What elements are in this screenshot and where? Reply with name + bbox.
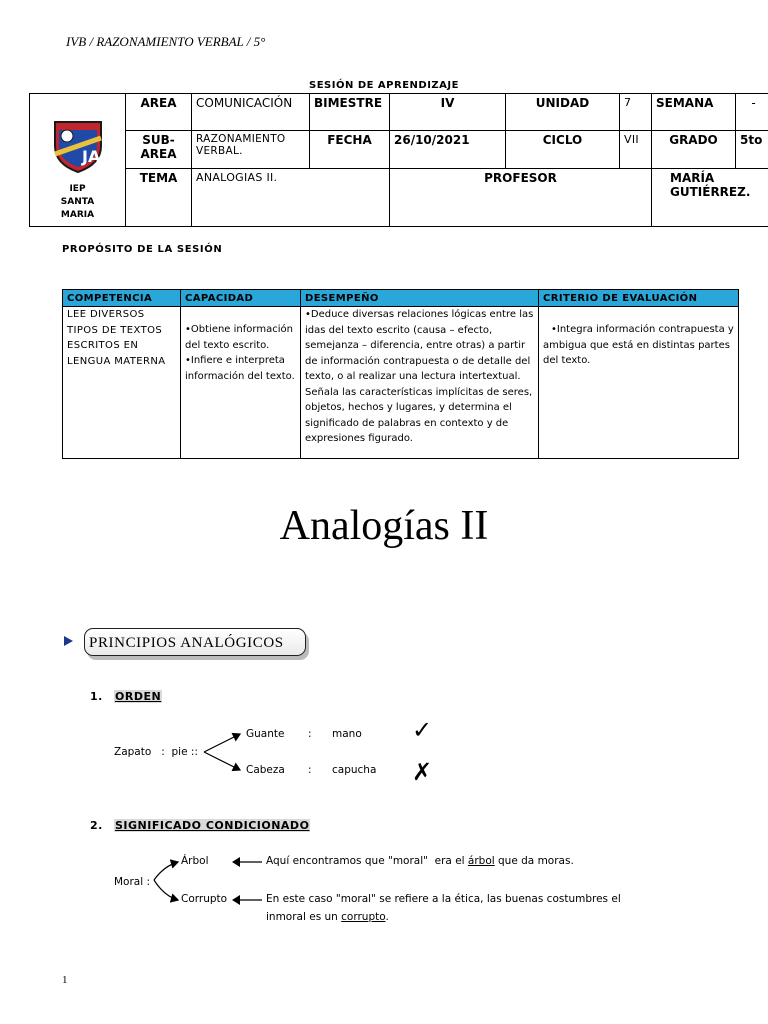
option-guante: Guante	[246, 728, 285, 740]
section-2-premise: Moral :	[114, 876, 151, 888]
ciclo-value: VII	[620, 131, 652, 169]
session-title: SESIÓN DE APRENDIZAJE	[309, 80, 459, 91]
explanation-arbol-pre: Aquí encontramos que "moral" era el	[266, 855, 468, 867]
capacidad-text: •Obtiene información del texto escrito. •Infiere e interpreta información del texto.	[185, 324, 295, 382]
cross-mark-icon: ✗	[412, 758, 433, 786]
profesor-value: MARÍA GUTIÉRREZ.	[652, 169, 768, 227]
grado-value: 5to	[736, 131, 768, 169]
tema-value: ANALOGIAS II.	[192, 169, 390, 227]
option-cabeza-sep: :	[308, 764, 312, 776]
area-value: COMUNICACIÓN	[192, 94, 310, 131]
option-capucha: capucha	[332, 764, 377, 776]
explanation-arbol-underlined: árbol	[467, 855, 495, 867]
semana-value: -	[736, 94, 768, 131]
main-title: Analogías II	[279, 503, 489, 549]
competencia-cell: LEE DIVERSOS TIPOS DE TEXTOS ESCRITOS EN LENGUA MATERNA	[63, 307, 181, 459]
page-number: 1	[62, 974, 68, 986]
option-arbol: Árbol	[181, 855, 209, 867]
ciclo-label: CICLO	[506, 131, 620, 169]
semana-label: SEMANA	[652, 94, 736, 131]
desempeno-cell: •Deduce diversas relaciones lógicas entre las idas del texto escrito (causa – efecto, semejanza – diferencia, entre otras) a partir de información contrapuesta o de detalle del texto, o al realizar una lectura intertextual. Señala las características implícitas de seres, objetos, hechos y lugares, y determina el significado de palabras en contexto y de expresiones figurado.	[301, 307, 539, 459]
option-mano: mano	[332, 728, 362, 740]
unidad-label: UNIDAD	[506, 94, 620, 131]
tema-label: TEMA	[126, 169, 192, 227]
profesor-label: PROFESOR	[390, 169, 652, 227]
school-shield-icon	[49, 116, 107, 174]
section-1-branch-arrows	[200, 728, 250, 778]
subarea-value: RAZONAMIENTO VERBAL.	[192, 131, 310, 169]
fecha-label: FECHA	[310, 131, 390, 169]
option-cabeza: Cabeza	[246, 764, 285, 776]
running-header: IVB / RAZONAMIENTO VERBAL / 5°	[66, 34, 266, 49]
grado-label: GRADO	[652, 131, 736, 169]
bimestre-label: BIMESTRE	[310, 94, 390, 131]
unidad-value: 7	[620, 94, 652, 131]
criterio-text: •Integra información contrapuesta y ambigua que está en distintas partes del texto.	[543, 324, 734, 366]
option-corrupto: Corrupto	[181, 893, 228, 905]
col-header-desempeno: DESEMPEÑO	[301, 290, 539, 307]
subarea-label: SUB-AREA	[126, 131, 192, 169]
explanation-corrupto-pre: inmoral es un	[266, 911, 342, 923]
col-header-competencia: COMPETENCIA	[63, 290, 181, 307]
left-arrow-icon	[232, 894, 264, 906]
session-info-table	[29, 93, 768, 227]
section-1-premise: Zapato : pie ::	[114, 746, 198, 758]
explanation-corrupto-line2	[266, 911, 389, 923]
left-arrow-icon	[232, 856, 264, 868]
col-header-criterio: CRITERIO DE EVALUACIÓN	[539, 290, 739, 307]
section-1-number: 1.	[90, 690, 103, 703]
area-label: AREA	[126, 94, 192, 131]
school-name	[34, 183, 121, 222]
criterio-cell	[539, 307, 739, 459]
fecha-value: 26/10/2021	[390, 131, 506, 169]
logo-letters: JA	[81, 147, 100, 166]
col-header-capacidad: CAPACIDAD	[181, 290, 301, 307]
bullet-arrow-icon	[64, 636, 73, 646]
explanation-corrupto-underlined: corrupto	[341, 911, 386, 923]
section-2-title: SIGNIFICADO CONDICIONADO	[115, 819, 310, 832]
section-2-number: 2.	[90, 819, 103, 832]
purpose-heading: PROPÓSITO DE LA SESIÓN	[62, 244, 223, 255]
option-guante-sep: :	[308, 728, 312, 740]
explanation-arbol-post: que da moras.	[494, 855, 574, 867]
school-name-text: IEP SANTA MARIA	[60, 184, 95, 220]
competency-table	[62, 289, 739, 459]
bimestre-value: IV	[390, 94, 506, 131]
principles-box: PRINCIPIOS ANALÓGICOS	[84, 628, 306, 656]
explanation-corrupto-post: .	[385, 911, 389, 923]
capacidad-cell	[181, 307, 301, 459]
check-mark-icon: ✓	[412, 716, 433, 744]
explanation-corrupto-line1: En este caso "moral" se refiere a la ética, las buenas costumbres el	[266, 893, 621, 905]
section-1-title: ORDEN	[115, 690, 162, 703]
explanation-arbol	[266, 855, 574, 867]
logo-cell	[30, 94, 126, 227]
